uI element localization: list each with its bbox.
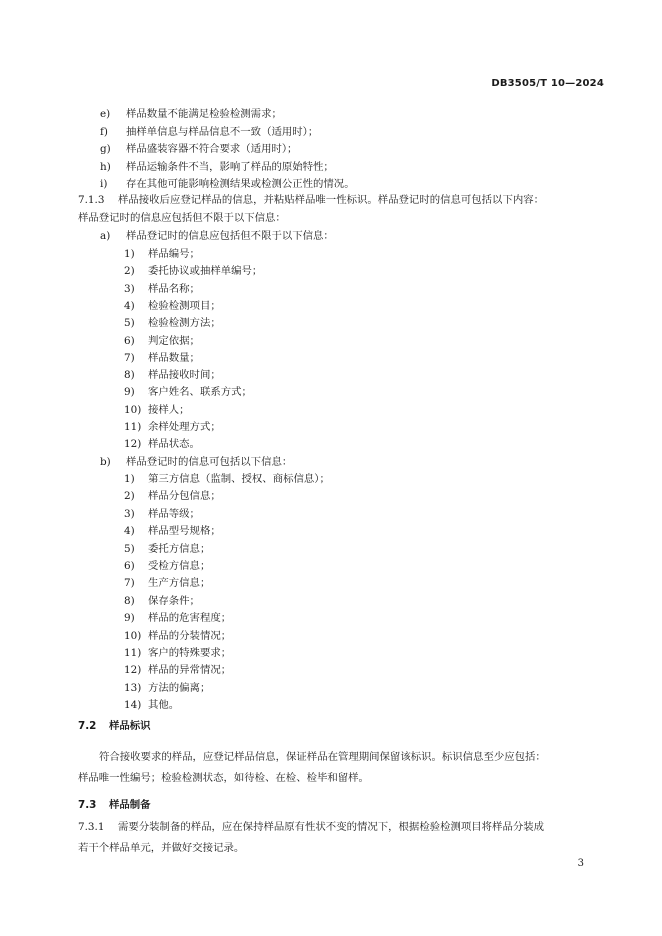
item-text: 客户姓名、联系方式； — [148, 386, 252, 399]
paragraph-line: 符合接收要求的样品，应登记样品信息，保证样品在管理期间保留该标识。标识信息至少应包括： — [99, 751, 546, 763]
item-label: 3) — [124, 507, 135, 520]
group-a-item — [124, 298, 221, 315]
item-label: 8) — [124, 369, 135, 382]
item-text: 样品数量； — [148, 351, 200, 364]
section-7-3-heading — [78, 796, 151, 811]
group-a-item — [124, 281, 200, 298]
condition-item — [100, 159, 334, 176]
group-a-heading — [100, 228, 334, 245]
item-label: g) — [100, 143, 111, 156]
item-text: 受检方信息； — [148, 560, 211, 572]
item-label: 10) — [124, 403, 142, 416]
item-label: 13) — [124, 681, 142, 694]
section-7-2-heading — [78, 717, 151, 732]
item-label: e) — [100, 108, 111, 120]
group-b-item — [124, 575, 210, 592]
group-b-item — [124, 541, 210, 558]
item-label: 2) — [124, 490, 135, 503]
group-b-item — [124, 610, 231, 627]
group-b-item — [124, 471, 330, 488]
item-text: 样品状态。 — [148, 438, 200, 451]
group-a-item — [124, 419, 221, 436]
group-a-item — [124, 263, 262, 280]
item-label: 14) — [124, 699, 142, 712]
item-text: 样品盛装容器不符合要求（适用时）； — [126, 143, 298, 156]
item-text: 样品分包信息； — [148, 490, 221, 503]
item-label: i) — [100, 178, 108, 191]
clause-number: 7.3.1 — [78, 821, 105, 833]
item-text: 样品编号； — [148, 248, 200, 260]
item-label: 5) — [124, 542, 135, 555]
item-text: 样品名称； — [148, 282, 200, 295]
item-label: 9) — [124, 386, 135, 399]
group-a-item — [124, 402, 190, 419]
item-text: 判定依据； — [148, 334, 200, 347]
item-text: 样品的分装情况； — [148, 629, 232, 642]
group-b-item — [124, 506, 200, 523]
item-text: 样品的危害程度； — [148, 612, 232, 625]
group-a-item — [124, 246, 200, 263]
item-label: 3) — [124, 282, 135, 295]
section-number: 7.2 — [78, 720, 97, 732]
paragraph-line — [78, 817, 598, 838]
paragraph-line: 样品唯一性编号；检验检测状态，如待检、在检、检毕和留样。 — [78, 772, 369, 784]
condition-item — [100, 141, 297, 158]
group-b-text: 样品登记时的信息可包括以下信息： — [126, 456, 293, 468]
group-b-item — [124, 628, 231, 645]
group-a-label: a) — [100, 230, 111, 242]
group-a-item — [124, 350, 200, 367]
item-text: 其他。 — [148, 699, 180, 712]
item-text: 样品型号规格； — [148, 525, 221, 538]
item-label: 10) — [124, 629, 142, 642]
item-text: 客户的特殊要求； — [148, 647, 232, 659]
item-label: 12) — [124, 438, 142, 451]
item-label: 1) — [124, 473, 135, 485]
item-label: 4) — [124, 525, 135, 538]
item-label: 8) — [124, 594, 135, 607]
group-a-text: 样品登记时的信息应包括但不限于以下信息： — [126, 230, 334, 242]
item-label: h) — [100, 160, 111, 173]
group-a-item — [124, 367, 221, 384]
item-label: 1) — [124, 248, 135, 260]
item-text: 样品运输条件不当，影响了样品的原始特性； — [126, 160, 334, 173]
section-title: 样品制备 — [109, 799, 151, 811]
item-text: 存在其他可能影响检测结果或检测公正性的情况。 — [126, 178, 355, 191]
group-a-item — [124, 315, 221, 332]
document-code: DB3505/T 10—2024 — [491, 78, 604, 89]
group-b-item — [124, 593, 200, 610]
item-text: 接样人； — [148, 403, 190, 416]
item-label: 7) — [124, 351, 135, 364]
group-b-label: b) — [100, 456, 111, 468]
group-b-item — [124, 645, 231, 662]
clause-number: 7.1.3 — [78, 194, 105, 206]
clause-7-1-3-continuation: 样品登记时的信息应包括但不限于以下信息： — [78, 212, 286, 224]
item-label: 6) — [124, 334, 135, 347]
item-text: 方法的偏离； — [148, 681, 211, 694]
item-text: 委托协议或抽样单编号； — [148, 265, 263, 278]
group-a-item — [124, 333, 200, 350]
item-label: 9) — [124, 612, 135, 625]
item-text: 生产方信息； — [148, 577, 211, 590]
group-a-item — [124, 384, 252, 401]
item-text: 余样处理方式； — [148, 421, 221, 433]
group-b-item — [124, 523, 221, 540]
group-b-item — [124, 488, 221, 505]
item-text: 第三方信息（监制、授权、商标信息）； — [148, 473, 330, 485]
item-label: 11) — [124, 647, 142, 659]
section-number: 7.3 — [78, 799, 97, 811]
page-number: 3 — [577, 858, 584, 869]
section-title: 样品标识 — [109, 720, 151, 732]
item-label: f) — [100, 125, 108, 138]
item-text: 保存条件； — [148, 594, 200, 607]
condition-item — [100, 124, 318, 141]
item-label: 4) — [124, 299, 135, 312]
item-text: 检验检测方法； — [148, 317, 221, 330]
clause-text: 样品接收后应登记样品的信息，并粘贴样品唯一性标识。样品登记时的信息可包括以下内容： — [118, 194, 545, 206]
group-b-heading — [100, 454, 292, 471]
item-label: 6) — [124, 560, 135, 572]
item-text: 检验检测项目； — [148, 299, 221, 312]
item-text: 样品等级； — [148, 507, 200, 520]
item-text: 抽样单信息与样品信息不一致（适用时）； — [126, 125, 319, 138]
clause-7-1-3 — [78, 192, 544, 209]
group-b-item — [124, 558, 210, 575]
item-label: 5) — [124, 317, 135, 330]
item-label: 12) — [124, 664, 142, 677]
item-text: 样品的异常情况； — [148, 664, 232, 677]
item-label: 7) — [124, 577, 135, 590]
group-b-item — [124, 680, 210, 697]
item-text: 委托方信息； — [148, 542, 211, 555]
item-text: 样品接收时间； — [148, 369, 221, 382]
item-label: 2) — [124, 265, 135, 278]
group-b-item — [124, 662, 231, 679]
item-text: 样品数量不能满足检验检测需求； — [126, 108, 282, 120]
clause-7-3-1 — [78, 817, 598, 859]
condition-item — [100, 106, 282, 123]
group-b-item — [124, 697, 179, 714]
item-label: 11) — [124, 421, 142, 433]
clause-text: 需要分装制备的样品，应在保持样品原有性状不变的情况下，根据检验检测项目将样品分装成 — [118, 821, 545, 833]
section-7-2-paragraph — [78, 747, 598, 789]
group-a-item — [124, 436, 200, 453]
paragraph-line: 若干个样品单元，并做好交接记录。 — [78, 842, 245, 854]
